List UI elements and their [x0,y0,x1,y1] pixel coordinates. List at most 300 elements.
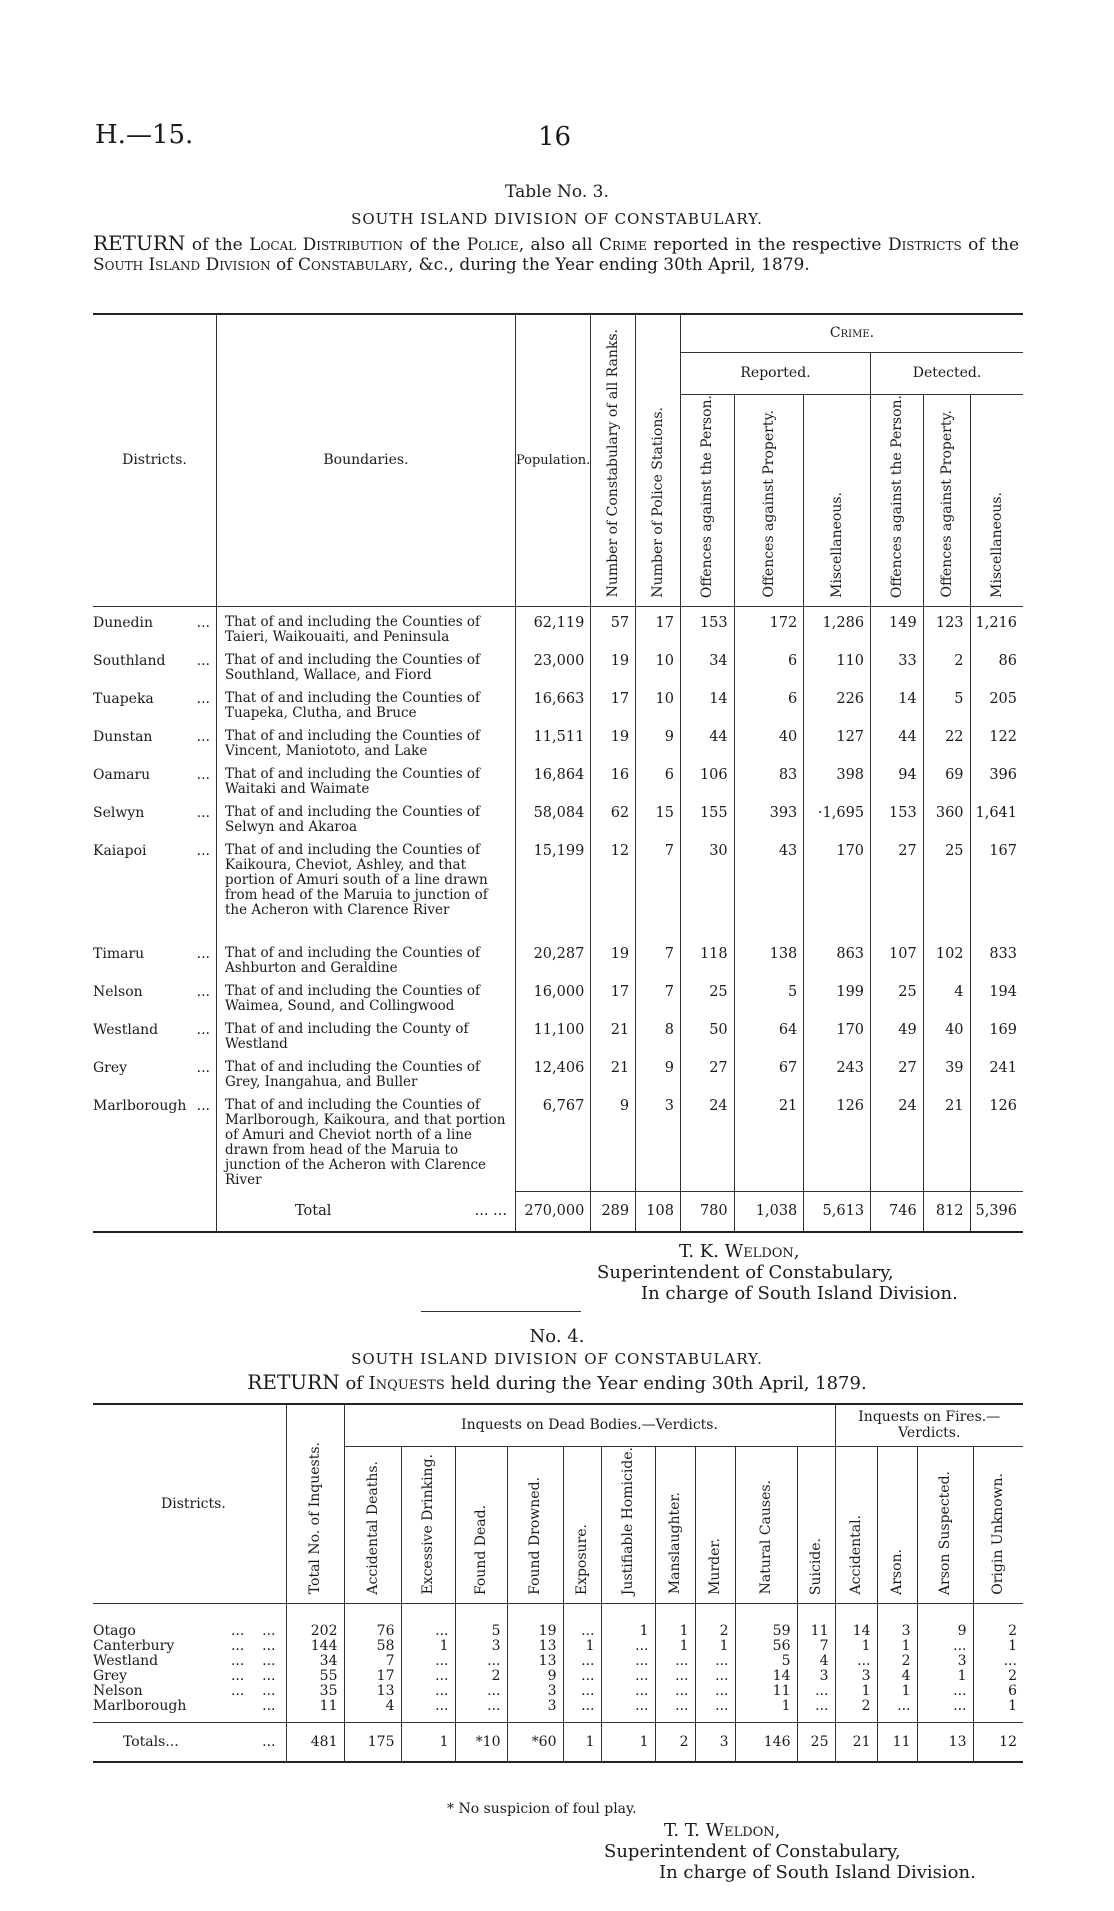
cell-dm: 194 [970,976,1023,1014]
cell-dp: 107 [871,938,924,976]
cell-mur: 2 [695,1603,735,1639]
cell-dpr: 102 [923,938,970,976]
total-const: 289 [591,1192,636,1232]
col-total [286,1404,344,1603]
cell-rm: ·1,695 [804,797,871,835]
boundary-text: That of and including the Counties of Vincent, Maniototo, and Lake [217,721,516,759]
cell-rm: 398 [804,759,871,797]
cell-const: 21 [591,1014,636,1052]
cell-rp: 118 [680,938,734,976]
cell-stations: 15 [636,797,681,835]
col-label: Offences against Property. [760,410,777,598]
total-label-cell [217,1192,516,1232]
cell-rp: 14 [680,683,734,721]
total-blank [93,1192,217,1232]
cell-dpr: 69 [923,759,970,797]
cell-exp: ... [563,1603,601,1639]
cell-fdr: 3 [507,1684,563,1699]
cell-man: ... [655,1654,695,1669]
cell-rm: 1,286 [804,606,871,645]
boundary-text: That of and including the Counties of Ashburton and Geraldine [217,938,516,976]
cell-const: 19 [591,645,636,683]
cell-rp: 155 [680,797,734,835]
cell-rm: 199 [804,976,871,1014]
intro-sc: Police [466,235,519,255]
cell-sui: 11 [797,1603,835,1639]
cell-dm: 86 [970,645,1023,683]
cell-fd: ... [455,1699,507,1714]
cell-rm: 170 [804,1014,871,1052]
cell-nat: 5 [735,1654,797,1669]
cell-dm: 241 [970,1052,1023,1090]
boundary-text: That of and including the Counties of Southland, Wallace, and Fiord [217,645,516,683]
district-name [93,797,217,835]
cell-jh: ... [601,1639,655,1654]
cell-stations: 7 [636,976,681,1014]
cell-arss: 1 [917,1669,973,1684]
col-fires: Inquests on Fires.—Verdicts. [835,1404,1023,1446]
col-reported-property [734,394,804,606]
table4-subtitle: SOUTH ISLAND DIVISION OF CONSTABULARY. [351,1350,763,1368]
district-name [93,759,217,797]
district-label: Grey [93,1059,128,1076]
boundary-text: That of and including the Counties of Waitaki and Waimate [217,759,516,797]
cell-dp: 94 [871,759,924,797]
cell-rpr: 64 [734,1014,804,1052]
cell-const: 57 [591,606,636,645]
total-pop: 270,000 [515,1192,590,1232]
cell-exp: 1 [563,1639,601,1654]
signature-table3 [597,1241,958,1304]
district-label: Selwyn [93,804,145,821]
cell-fd: 3 [455,1639,507,1654]
leader-dots: ... [196,614,210,631]
signature-charge: In charge of South Island Division. [641,1283,958,1304]
cell-ars: 1 [877,1639,917,1654]
cell-fdr: 13 [507,1654,563,1669]
leader-dots: ... [196,842,210,859]
cell-dp: 27 [871,835,924,938]
cell-arss: 3 [917,1654,973,1669]
cell-fd: 2 [455,1669,507,1684]
boundary-text: That of and including the Counties of Grey, Inangahua, and Buller [217,1052,516,1090]
district-label: Kaiapoi [93,842,147,859]
page-number: 16 [538,122,572,152]
cell-rpr: 21 [734,1090,804,1192]
cell-total: 34 [286,1654,344,1669]
cell-total: 144 [286,1639,344,1654]
cell-mur: 1 [695,1639,735,1654]
intro-text: of [270,255,298,275]
cell-stations: 17 [636,606,681,645]
col-found-dead [455,1446,507,1603]
cell-ex: 1 [401,1639,455,1654]
cell-man: ... [655,1669,695,1684]
col-accidental [835,1446,877,1603]
cell-ars: 2 [877,1654,917,1669]
cell-ars: 3 [877,1603,917,1639]
cell-ad: 76 [344,1603,401,1639]
table-row [93,721,1023,759]
col-reported-persons [680,394,734,606]
cell-dm: 122 [970,721,1023,759]
cell-dm: 169 [970,1014,1023,1052]
district-name [93,835,217,938]
district-name [93,976,217,1014]
col-label: Found Drowned. [527,1476,543,1595]
cell-fd: ... [455,1654,507,1669]
district-label: Dunstan [93,728,153,745]
spacer-cell [455,1714,507,1722]
cell-rm: 226 [804,683,871,721]
district-label: Nelson [93,983,143,1000]
cell-dpr: 21 [923,1090,970,1192]
cell-exp: ... [563,1699,601,1714]
cell-pop: 16,864 [515,759,590,797]
cell-mur: ... [695,1684,735,1699]
table-row [93,606,1023,645]
col-arson [877,1446,917,1603]
table-row [93,1052,1023,1090]
spacer-cell [877,1714,917,1722]
cell-rm: 170 [804,835,871,938]
cell-rp: 30 [680,835,734,938]
leader-dots: ... [196,766,210,783]
col-label: Murder. [707,1537,723,1595]
col-detected-persons [871,394,924,606]
district-label: Marlborough [93,1698,187,1715]
col-label: Arson Suspected. [937,1470,953,1595]
leader-dots: ... [262,1733,276,1750]
cell-dpr: 22 [923,721,970,759]
district-name [93,721,217,759]
district-name [93,1052,217,1090]
table-row [93,683,1023,721]
col-detected: Detected. [871,352,1023,394]
total-dp: 746 [871,1192,924,1232]
cell-rp: 50 [680,1014,734,1052]
cell-dm: 1,216 [970,606,1023,645]
cell-stations: 10 [636,683,681,721]
totals-jh: 1 [601,1722,655,1762]
cell-ou: ... [973,1654,1023,1669]
cell-pop: 11,100 [515,1014,590,1052]
totals-ou: 12 [973,1722,1023,1762]
cell-arss: ... [917,1699,973,1714]
signature-charge: In charge of South Island Division. [659,1862,976,1883]
cell-rpr: 5 [734,976,804,1014]
cell-dp: 149 [871,606,924,645]
cell-pop: 62,119 [515,606,590,645]
cell-const: 19 [591,721,636,759]
district-name [93,938,217,976]
intro-text: , &c., during the Year ending 30th April, 1879. [407,255,810,275]
cell-dpr: 2 [923,645,970,683]
cell-dpr: 360 [923,797,970,835]
cell-pop: 16,663 [515,683,590,721]
spacer-cell [563,1714,601,1722]
col-districts: Districts. [161,1495,226,1512]
cell-dm: 833 [970,938,1023,976]
leader-dots: ... [196,1059,210,1076]
col-stations-label: Number of Police Stations. [650,407,667,598]
cell-man: ... [655,1699,695,1714]
col-crime: Crime. [680,314,1023,352]
spacer-cell [401,1714,455,1722]
leader-dots: ... [196,728,210,745]
boundary-text: That of and including the Counties of Tuapeka, Clutha, and Bruce [217,683,516,721]
intro-return: RETURN [247,1370,340,1394]
cell-jh: ... [601,1684,655,1699]
cell-jh: ... [601,1669,655,1684]
district-label: Marlborough [93,1097,187,1114]
totals-nat: 146 [735,1722,797,1762]
cell-fd: ... [455,1684,507,1699]
col-accidental-deaths [344,1446,401,1603]
boundary-text: That of and including the Counties of Marlborough, Kaikoura, and that portion of Amuri and Cheviot north of a line drawn from head of the Maruia to junction of the Acheron with Clarence River [217,1090,516,1192]
totals-mur: 3 [695,1722,735,1762]
cell-rpr: 138 [734,938,804,976]
cell-rpr: 40 [734,721,804,759]
table3-intro [93,233,1019,275]
district-label: Grey [93,1668,128,1685]
cell-rpr: 393 [734,797,804,835]
cell-dpr: 123 [923,606,970,645]
district-label: Otago [93,1623,136,1640]
col-label: Found Dead. [473,1504,489,1595]
cell-rpr: 43 [734,835,804,938]
cell-ou: 1 [973,1699,1023,1714]
boundary-text: That of and including the Counties of Selwyn and Akaroa [217,797,516,835]
cell-rp: 25 [680,976,734,1014]
cell-pop: 11,511 [515,721,590,759]
cell-dpr: 39 [923,1052,970,1090]
col-stations [636,314,681,606]
cell-dm: 126 [970,1090,1023,1192]
district-name [93,1014,217,1052]
col-label: Exposure. [574,1523,590,1595]
cell-ars: 4 [877,1669,917,1684]
cell-acc: 1 [835,1639,877,1654]
spacer-cell [797,1714,835,1722]
totals-total: 481 [286,1722,344,1762]
cell-man: 1 [655,1639,695,1654]
cell-pop: 16,000 [515,976,590,1014]
cell-stations: 9 [636,721,681,759]
leader-dots: ... [196,983,210,1000]
intro-text: , also all [518,235,600,255]
totals-exp: 1 [563,1722,601,1762]
district-label: Timaru [93,945,145,962]
cell-nat: 59 [735,1603,797,1639]
col-label: Manslaughter. [667,1492,683,1595]
cell-nat: 14 [735,1669,797,1684]
col-reported: Reported. [680,352,870,394]
col-boundaries: Boundaries. [217,314,516,606]
district-name [93,1684,286,1699]
leader-dots: ... ... [230,1638,276,1655]
cell-dm: 1,641 [970,797,1023,835]
col-excessive [401,1446,455,1603]
col-constabulary-label: Number of Constabulary of all Ranks. [605,329,622,598]
cell-ad: 4 [344,1699,401,1714]
cell-ad: 58 [344,1639,401,1654]
cell-nat: 56 [735,1639,797,1654]
cell-pop: 23,000 [515,645,590,683]
cell-sui: 3 [797,1669,835,1684]
cell-exp: ... [563,1684,601,1699]
cell-dm: 205 [970,683,1023,721]
cell-rp: 34 [680,645,734,683]
spacer-cell [286,1714,344,1722]
cell-const: 17 [591,683,636,721]
cell-ars: 1 [877,1684,917,1699]
cell-man: ... [655,1684,695,1699]
col-exposure [563,1446,601,1603]
signature-name: T. K. Weldon, [679,1241,800,1262]
col-label: Accidental. [848,1515,864,1595]
col-detected-property [923,394,970,606]
col-label: Excessive Drinking. [420,1454,436,1595]
totals-label: Totals... [123,1733,179,1750]
cell-jh: ... [601,1654,655,1669]
district-label: Westland [93,1653,159,1670]
signature-title: Superintendent of Constabulary, [597,1262,894,1283]
district-name [93,1639,286,1654]
district-name [93,1603,286,1639]
cell-total: 11 [286,1699,344,1714]
cell-rp: 106 [680,759,734,797]
cell-stations: 3 [636,1090,681,1192]
leader-dots: ... [196,945,210,962]
table-row [93,976,1023,1014]
cell-ex: ... [401,1669,455,1684]
boundary-text: That of and including the Counties of Taieri, Waikouaiti, and Peninsula [217,606,516,645]
cell-rm: 863 [804,938,871,976]
cell-acc: 3 [835,1669,877,1684]
cell-dp: 44 [871,721,924,759]
table-row [93,645,1023,683]
cell-rp: 24 [680,1090,734,1192]
cell-arss: ... [917,1639,973,1654]
intro-sc: Inquests [368,1373,445,1394]
cell-rpr: 6 [734,645,804,683]
col-dead-bodies: Inquests on Dead Bodies.—Verdicts. [344,1404,835,1446]
col-suicide [797,1446,835,1603]
cell-mur: ... [695,1699,735,1714]
col-districts: Districts. [122,452,187,469]
cell-rpr: 83 [734,759,804,797]
cell-ex: ... [401,1684,455,1699]
cell-jh: 1 [601,1603,655,1639]
cell-stations: 9 [636,1052,681,1090]
cell-dpr: 5 [923,683,970,721]
col-origin-unknown [973,1446,1023,1603]
cell-nat: 11 [735,1684,797,1699]
intro-text: of [339,1373,369,1394]
district-label: Southland [93,652,166,669]
cell-const: 17 [591,976,636,1014]
cell-acc: 1 [835,1684,877,1699]
cell-rm: 127 [804,721,871,759]
inquests-table [93,1403,1023,1763]
cell-acc: ... [835,1654,877,1669]
cell-const: 9 [591,1090,636,1192]
cell-ou: 2 [973,1669,1023,1684]
cell-stations: 6 [636,759,681,797]
total-label: Total [295,1203,332,1220]
col-label: Suicide. [808,1537,824,1595]
spacer-row [93,1714,1023,1722]
cell-dpr: 40 [923,1014,970,1052]
district-label: Oamaru [93,766,151,783]
cell-stations: 7 [636,835,681,938]
totals-ex: 1 [401,1722,455,1762]
cell-ou: 2 [973,1603,1023,1639]
cell-dp: 49 [871,1014,924,1052]
intro-sc: South Island Division [93,255,271,275]
leader-dots: ... [196,804,210,821]
totals-acc: 21 [835,1722,877,1762]
cell-ou: 6 [973,1684,1023,1699]
cell-rp: 27 [680,1052,734,1090]
intro-return: RETURN [93,231,186,255]
cell-sui: 4 [797,1654,835,1669]
cell-pop: 15,199 [515,835,590,938]
totals-row [93,1722,1023,1762]
cell-arss: 9 [917,1603,973,1639]
col-manslaughter [655,1446,695,1603]
table4-intro [0,1370,1114,1394]
district-label: Canterbury [93,1638,175,1655]
total-rpr: 1,038 [734,1192,804,1232]
cell-mur: ... [695,1654,735,1669]
cell-rpr: 172 [734,606,804,645]
spacer-cell [344,1714,401,1722]
cell-const: 19 [591,938,636,976]
cell-fdr: 9 [507,1669,563,1684]
table-row [93,835,1023,938]
intro-sc: Crime [599,235,647,255]
col-population: Population. [515,314,590,606]
cell-fdr: 13 [507,1639,563,1654]
col-label: Offences against Property. [938,410,955,598]
signature-table4 [604,1820,976,1883]
cell-dp: 153 [871,797,924,835]
cell-acc: 2 [835,1699,877,1714]
col-label: Justifiable Homicide. [620,1446,636,1595]
table-row [93,1603,1023,1639]
cell-dp: 33 [871,645,924,683]
cell-acc: 14 [835,1603,877,1639]
col-label: Origin Unknown. [990,1472,1007,1595]
cell-man: 1 [655,1603,695,1639]
cell-rm: 110 [804,645,871,683]
table-row [93,1699,1023,1714]
leader-dots: ... [262,1698,276,1715]
col-justifiable [601,1446,655,1603]
col-label: Offences against the Person. [699,394,716,598]
leader-dots: ... ... [230,1668,276,1685]
cell-sui: ... [797,1699,835,1714]
leader-dots: ... ... [230,1653,276,1670]
total-stations: 108 [636,1192,681,1232]
cell-pop: 6,767 [515,1090,590,1192]
table-row [93,938,1023,976]
total-rm: 5,613 [804,1192,871,1232]
intro-text: of the [402,235,467,255]
cell-fdr: 19 [507,1603,563,1639]
